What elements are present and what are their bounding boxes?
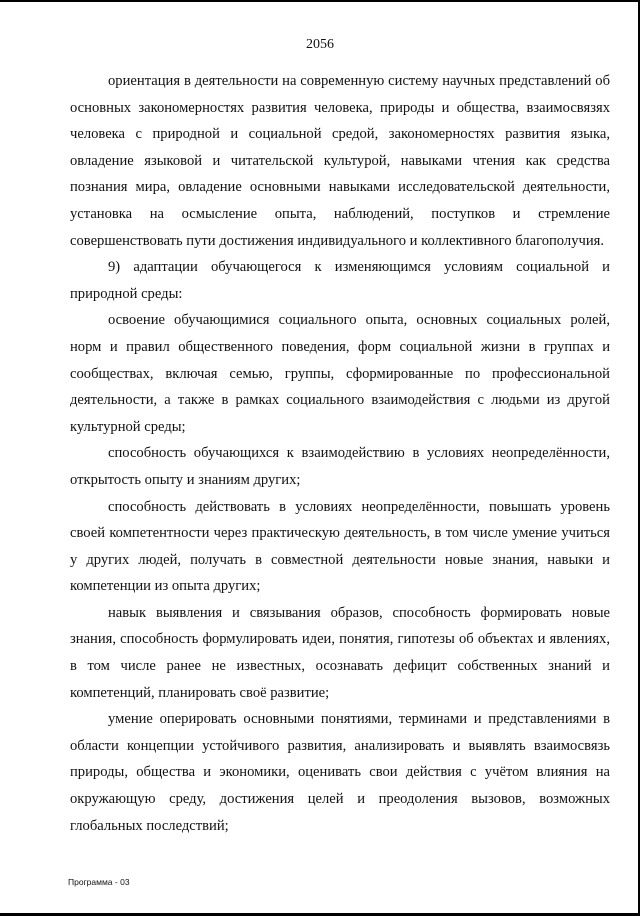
paragraph: освоение обучающимися социального опыта, основных социальных ролей, норм и правил общественного поведения, форм социальной жизни в группах и сообществах, включая семью, группы, сформированные по профессиональной деятельности, а также в рамках социального взаимодействия с людьми из другой культурной среды; <box>70 312 610 435</box>
document-body <box>70 68 610 839</box>
paragraph: ориентация в деятельности на современную систему научных представлений об основных закономерностях развития человека, природы и общества, взаимосвязях человека с природной и социальной средой, закономерностях развития языка, овладение языковой и читательской культурой, навыками чтения как средства познания мира, овладение основными навыками исследовательской деятельности, установка на осмысление опыта, наблюдений, поступков и стремление совершенствовать пути достижения индивидуального и коллективного благополучия. <box>70 73 610 249</box>
paragraph: способность обучающихся к взаимодействию в условиях неопределённости, открытость опыту и знаниям других; <box>70 445 610 488</box>
page-number: 2056 <box>306 37 334 52</box>
paragraph: способность действовать в условиях неопределённости, повышать уровень своей компетентности через практическую деятельность, в том числе умение учиться у других людей, получать в совместной деятельности новые знания, навыки и компетенции из опыта других; <box>70 498 610 595</box>
paragraph: 9) адаптации обучающегося к изменяющимся условиям социальной и природной среды: <box>70 259 610 302</box>
paragraph: умение оперировать основными понятиями, терминами и представлениями в области концепции устойчивого развития, анализировать и выявлять взаимосвязь природы, общества и экономики, оценивать свои действия с учётом влияния на окружающую среду, достижения целей и преодоления вызовов, возможных глобальных последствий; <box>70 711 610 834</box>
footer-program-label: Программа - 03 <box>68 877 130 887</box>
scan-border-top <box>0 0 640 2</box>
paragraph: навык выявления и связывания образов, способность формировать новые знания, способность формулировать идеи, понятия, гипотезы об объектах и явлениях, в том числе ранее не известных, осознавать дефицит собственных знаний и компетенций, планировать своё развитие; <box>70 604 610 701</box>
